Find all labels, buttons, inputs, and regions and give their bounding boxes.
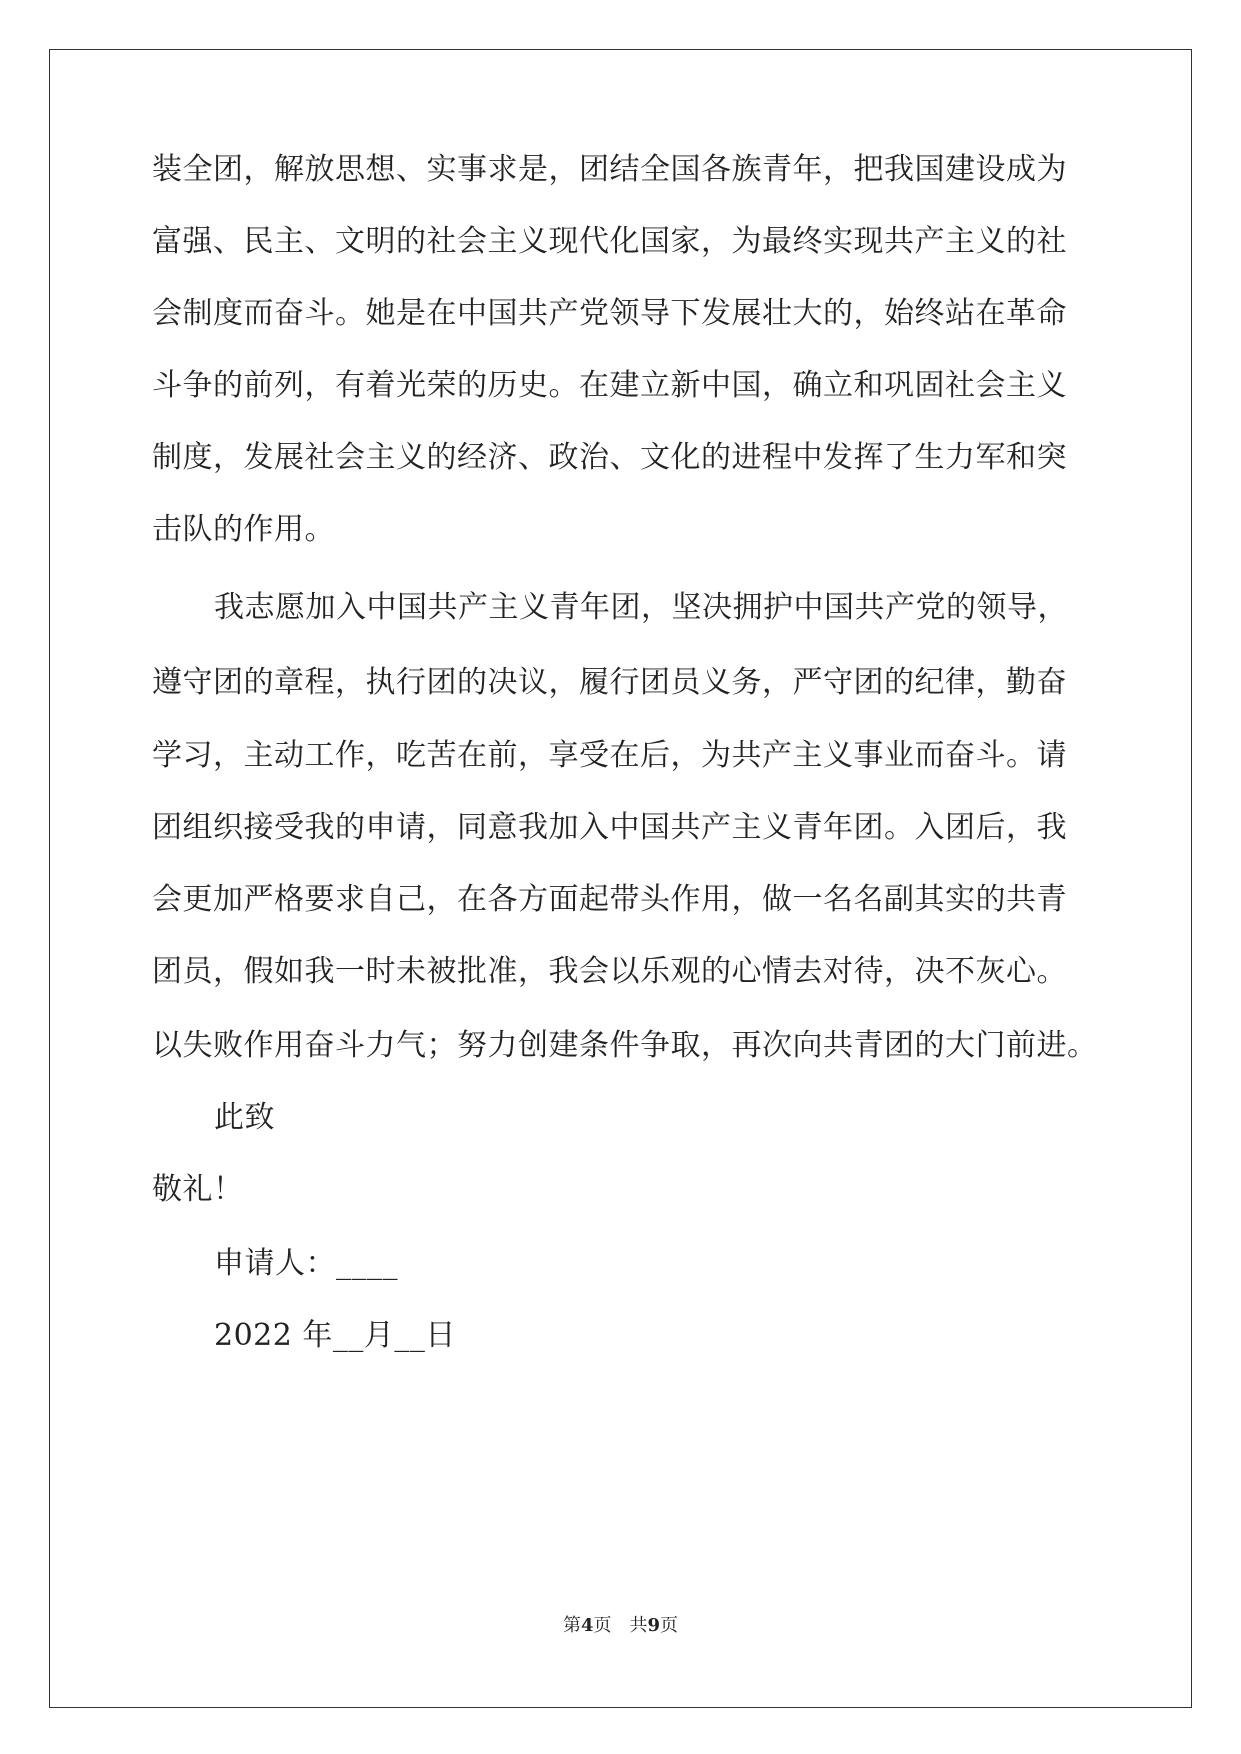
footer-suffix: 页 (660, 1615, 679, 1636)
body-line-2: 富强、民主、文明的社会主义现代化国家，为最终实现共产主义的社 (152, 224, 1067, 259)
date-line: 2022 年__月__日 (214, 1318, 456, 1353)
body-line-5: 制度，发展社会主义的经济、政治、文化的进程中发挥了生力军和突 (152, 440, 1067, 475)
current-page-number: 4 (580, 1615, 594, 1636)
body-line-10: 团组织接受我的申请，同意我加入中国共产主义青年团。入团后，我 (152, 810, 1067, 845)
total-page-number: 9 (647, 1615, 661, 1636)
body-line-1: 装全团，解放思想、实事求是，团结全国各族青年，把我国建设成为 (152, 152, 1067, 187)
footer-prefix: 第 (562, 1615, 581, 1636)
footer-mid: 页 共 (593, 1615, 648, 1636)
body-line-8: 遵守团的章程，执行团的决议，履行团员义务，严守团的纪律，勤奋 (152, 665, 1067, 700)
page-footer (0, 1614, 1241, 1638)
body-line-13: 以失败作用奋斗力气；努力创建条件争取，再次向共青团的大门前进。 (152, 1028, 1098, 1063)
closing-regards: 敬礼！ (152, 1172, 244, 1207)
body-line-9: 学习，主动工作，吃苦在前，享受在后，为共产主义事业而奋斗。请 (152, 738, 1067, 773)
body-line-12: 团员，假如我一时未被批准，我会以乐观的心情去对待，决不灰心。 (152, 954, 1067, 989)
body-line-7: 我志愿加入中国共产主义青年团，坚决拥护中国共产党的领导， (214, 590, 1068, 625)
body-line-6: 击队的作用。 (152, 512, 335, 547)
applicant-signature-line: 申请人：____ (214, 1246, 398, 1281)
body-line-3: 会制度而奋斗。她是在中国共产党领导下发展壮大的，始终站在革命 (152, 296, 1067, 331)
closing-salutation: 此致 (214, 1100, 275, 1135)
body-line-4: 斗争的前列，有着光荣的历史。在建立新中国，确立和巩固社会主义 (152, 368, 1067, 403)
body-line-11: 会更加严格要求自己，在各方面起带头作用，做一名名副其实的共青 (152, 882, 1067, 917)
